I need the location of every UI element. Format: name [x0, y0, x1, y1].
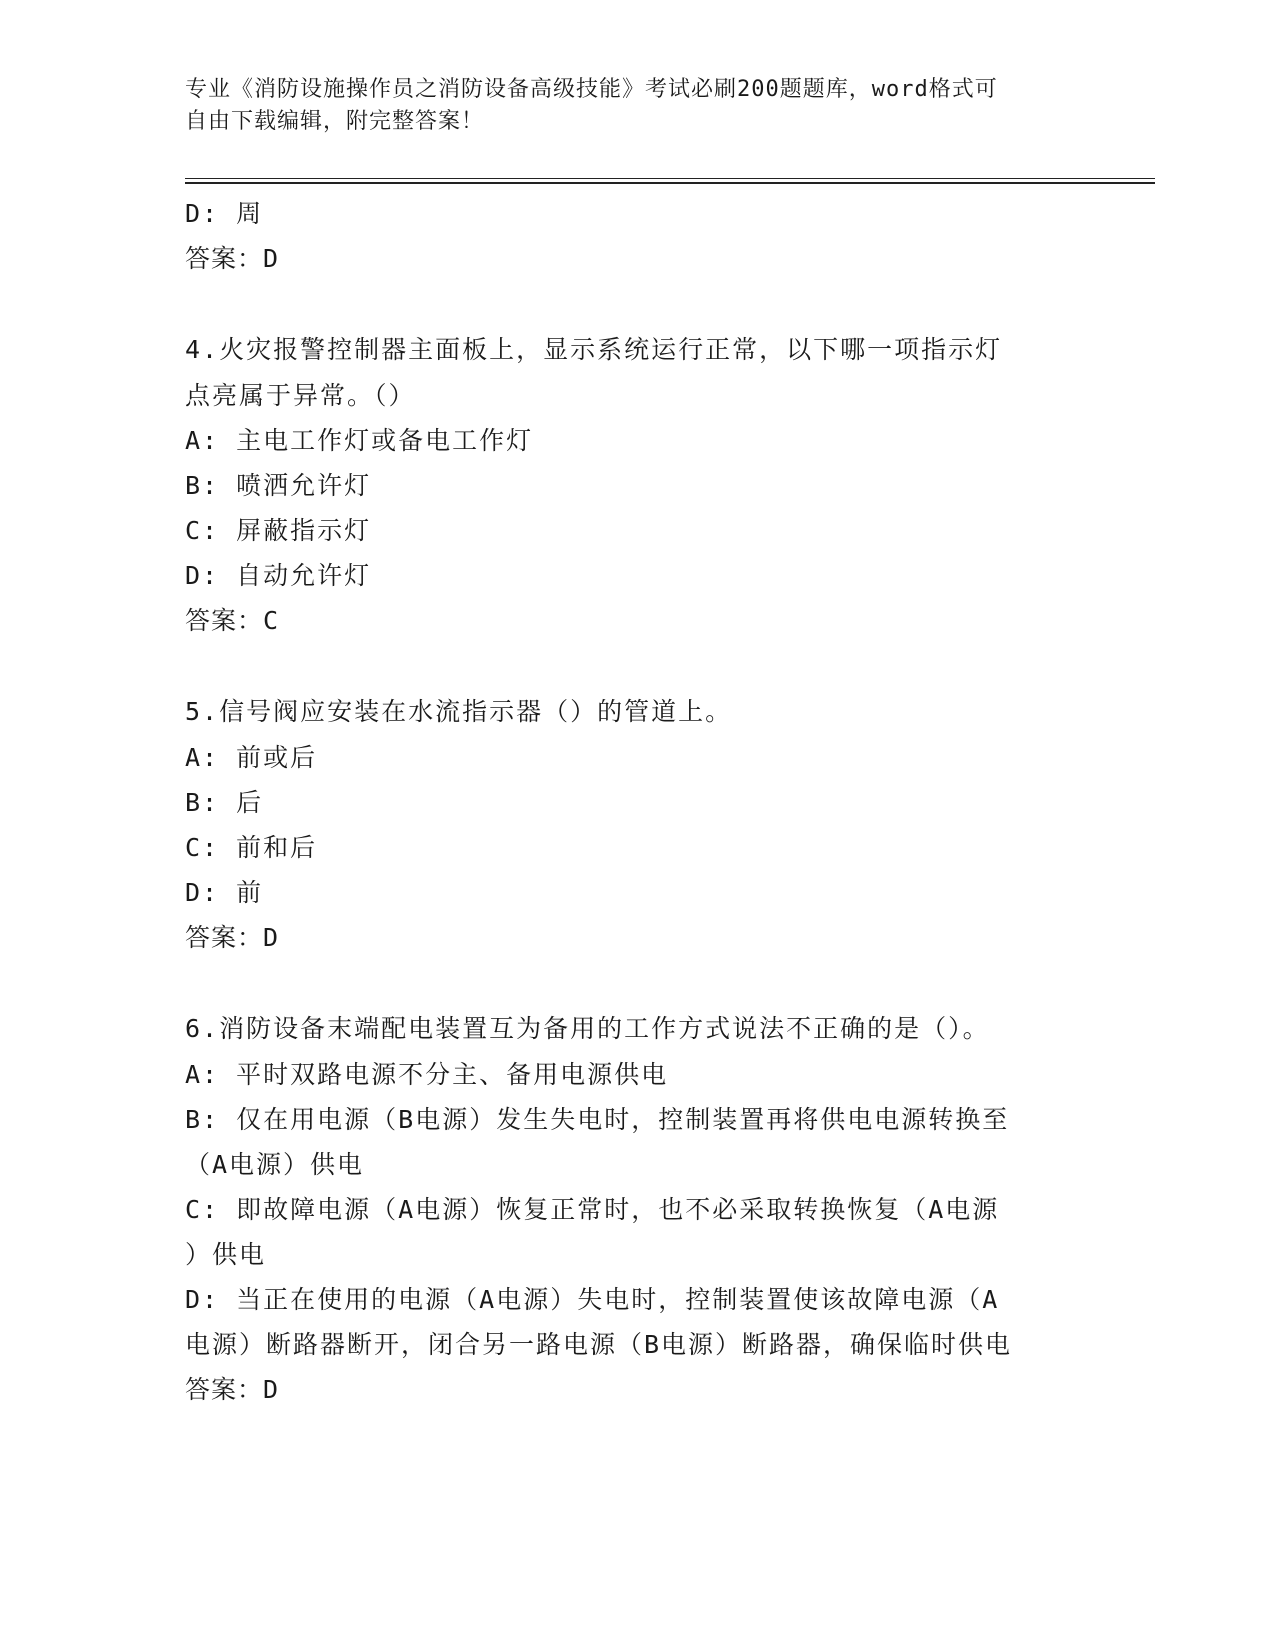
- previous-question-tail: [185, 191, 1085, 281]
- question-content: [185, 191, 1085, 1412]
- option-c: C: 屏蔽指示灯: [185, 516, 372, 545]
- answer-line: 答案：D: [185, 923, 280, 952]
- option-d: D: 自动允许灯: [185, 561, 372, 590]
- answer-line: 答案：D: [185, 244, 280, 273]
- question-title-cont: 点亮属于异常。（）: [185, 381, 416, 410]
- option-a: A: 前或后: [185, 743, 318, 772]
- option-b: B: 后: [185, 788, 264, 817]
- option-b: B: 喷洒允许灯: [185, 471, 372, 500]
- header-divider-thin: [185, 178, 1155, 179]
- question-6: [185, 1006, 1085, 1412]
- question-5: [185, 689, 1085, 960]
- option-a: A: 主电工作灯或备电工作灯: [185, 426, 534, 455]
- option-c: C: 前和后: [185, 833, 318, 862]
- question-title: 6.消防设备末端配电装置互为备用的工作方式说法不正确的是（）。: [185, 1014, 990, 1043]
- answer-line: 答案：C: [185, 606, 280, 635]
- question-4: [185, 327, 1085, 643]
- option-d: D: 当正在使用的电源（A电源）失电时，控制装置使该故障电源（A: [185, 1285, 1000, 1314]
- option-b: B: 仅在用电源（B电源）发生失电时，控制装置再将供电电源转换至: [185, 1105, 1010, 1134]
- header-divider-thick: [185, 182, 1155, 184]
- option-d-cont: 电源）断路器断开，闭合另一路电源（B电源）断路器，确保临时供电: [185, 1330, 1013, 1359]
- answer-line: 答案：D: [185, 1375, 280, 1404]
- option-d: D: 前: [185, 878, 264, 907]
- option-b-cont: （A电源）供电: [185, 1150, 365, 1179]
- header-line-2: 自由下载编辑，附完整答案！: [185, 109, 485, 134]
- question-title: 5.信号阀应安装在水流指示器（）的管道上。: [185, 697, 733, 726]
- option-a: A: 平时双路电源不分主、备用电源供电: [185, 1060, 669, 1089]
- page-header: [185, 74, 1065, 138]
- header-line-1: 专业《消防设施操作员之消防设备高级技能》考试必刷200题题库，word格式可: [185, 77, 998, 102]
- option-d: D: 周: [185, 199, 264, 228]
- question-title: 4.火灾报警控制器主面板上，显示系统运行正常，以下哪一项指示灯: [185, 335, 1003, 364]
- option-c: C: 即故障电源（A电源）恢复正常时，也不必采取转换恢复（A电源: [185, 1195, 1000, 1224]
- option-c-cont: ）供电: [185, 1240, 267, 1269]
